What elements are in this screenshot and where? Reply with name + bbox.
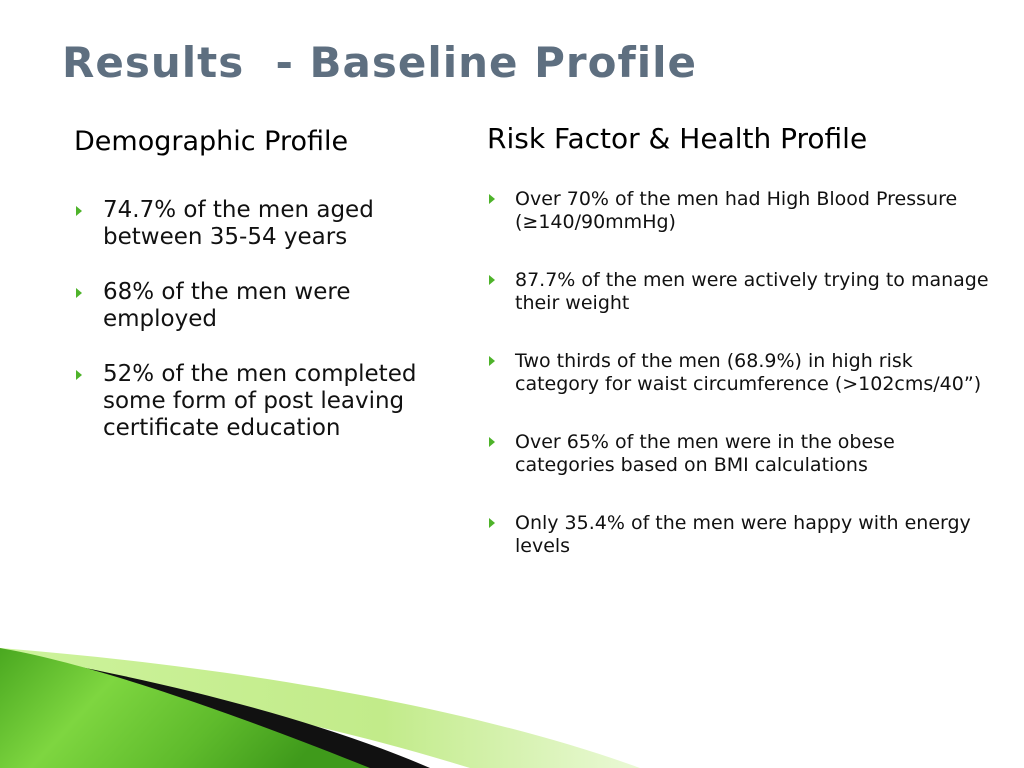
bullet-text: Over 65% of the men were in the obese categories based on BMI calculations	[515, 431, 895, 476]
bullet-text: 74.7% of the men aged between 35-54 years	[103, 197, 374, 250]
risk-factor-heading: Risk Factor & Health Profile	[487, 122, 868, 155]
bullet-text: 87.7% of the men were actively trying to manage their weight	[515, 269, 989, 314]
bullet-text: 68% of the men were employed	[103, 279, 351, 332]
bullet-text: Two thirds of the men (68.9%) in high risk category for waist circumference (>102cms/40”)	[515, 350, 982, 395]
bullet-text: Over 70% of the men had High Blood Pressure (≥140/90mmHg)	[515, 188, 958, 233]
demographic-profile-heading: Demographic Profile	[74, 126, 349, 157]
bullet-text: Only 35.4% of the men were happy with energy levels	[515, 512, 971, 557]
slide-title: Results - Baseline Profile	[62, 38, 698, 87]
bullet-text: 52% of the men completed some form of post leaving certificate education	[103, 361, 417, 441]
